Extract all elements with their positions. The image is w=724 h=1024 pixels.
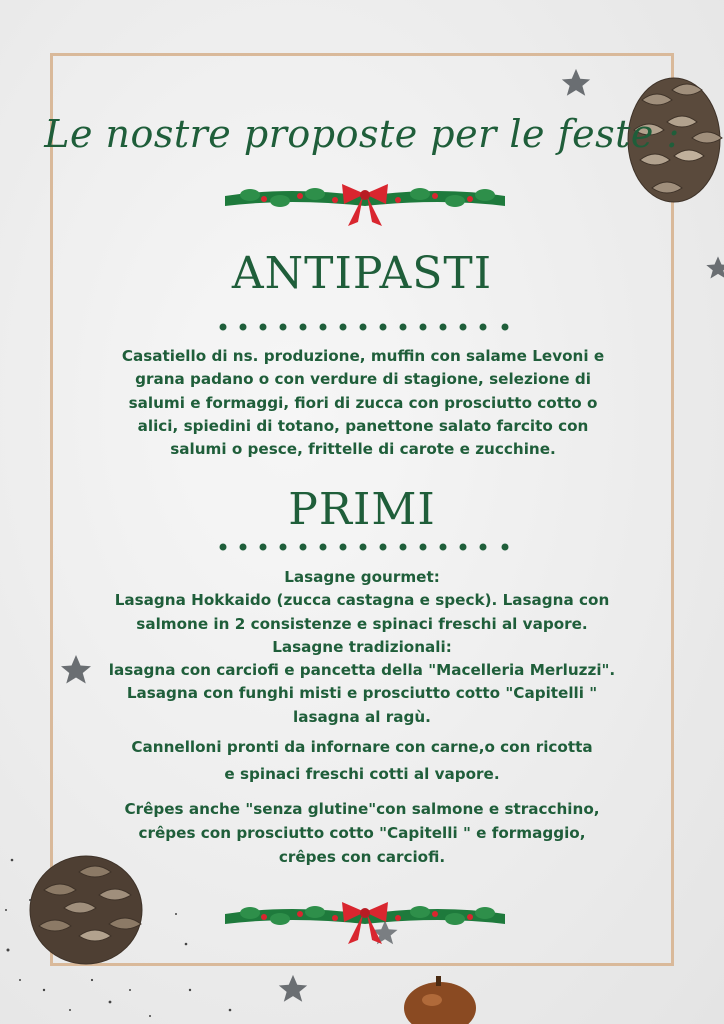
primi-lasagne-block (110, 566, 614, 729)
lasagne-tradizionali-line-3: lasagna al ragù. (293, 707, 431, 726)
cannelloni-description: Cannelloni pronti da infornare con carne,o con ricotta e spinaci freschi cotti al vapore. (131, 738, 593, 783)
page-title: Le nostre proposte per le feste : (44, 112, 680, 156)
crepes-description: Crêpes anche "senza glutine"con salmone e stracchino, crêpes con prosciutto cotto "Capitelli " e formaggio, crêpes con carciofi. (124, 800, 600, 866)
lasagne-tradizionali-title: Lasagne tradizionali: (272, 637, 452, 656)
lasagne-tradizionali-line-1: lasagna con carciofi e pancetta della "Macelleria Merluzzi". (108, 661, 616, 680)
dots-divider-antipasti (218, 322, 510, 332)
lasagne-tradizionali-line-2: Lasagna con funghi misti e prosciutto cotto "Capitelli " (126, 684, 598, 703)
antipasti-description: Casatiello di ns. produzione, muffin con salame Levoni e grana padano o con verdure di stagione, selezione di salumi e formaggi, fiori di zucca con prosciutto cotto o alici, spiedini di totano, panettone salato farcito con salumi o pesce, frittelle di carote e zucchine. (121, 347, 605, 459)
section-heading-primi: PRIMI (288, 484, 436, 535)
holly-garland-bottom-icon (220, 898, 510, 948)
section-heading-antipasti: ANTIPASTI (231, 248, 493, 299)
dots-divider-primi (218, 542, 510, 552)
lasagne-gourmet-title: Lasagne gourmet: (284, 568, 440, 586)
lasagne-gourmet-text: Lasagna Hokkaido (zucca castagna e speck). Lasagna con salmone in 2 consistenze e spinaci freschi al vapore. (114, 591, 610, 633)
holly-garland-top-icon (220, 180, 510, 230)
